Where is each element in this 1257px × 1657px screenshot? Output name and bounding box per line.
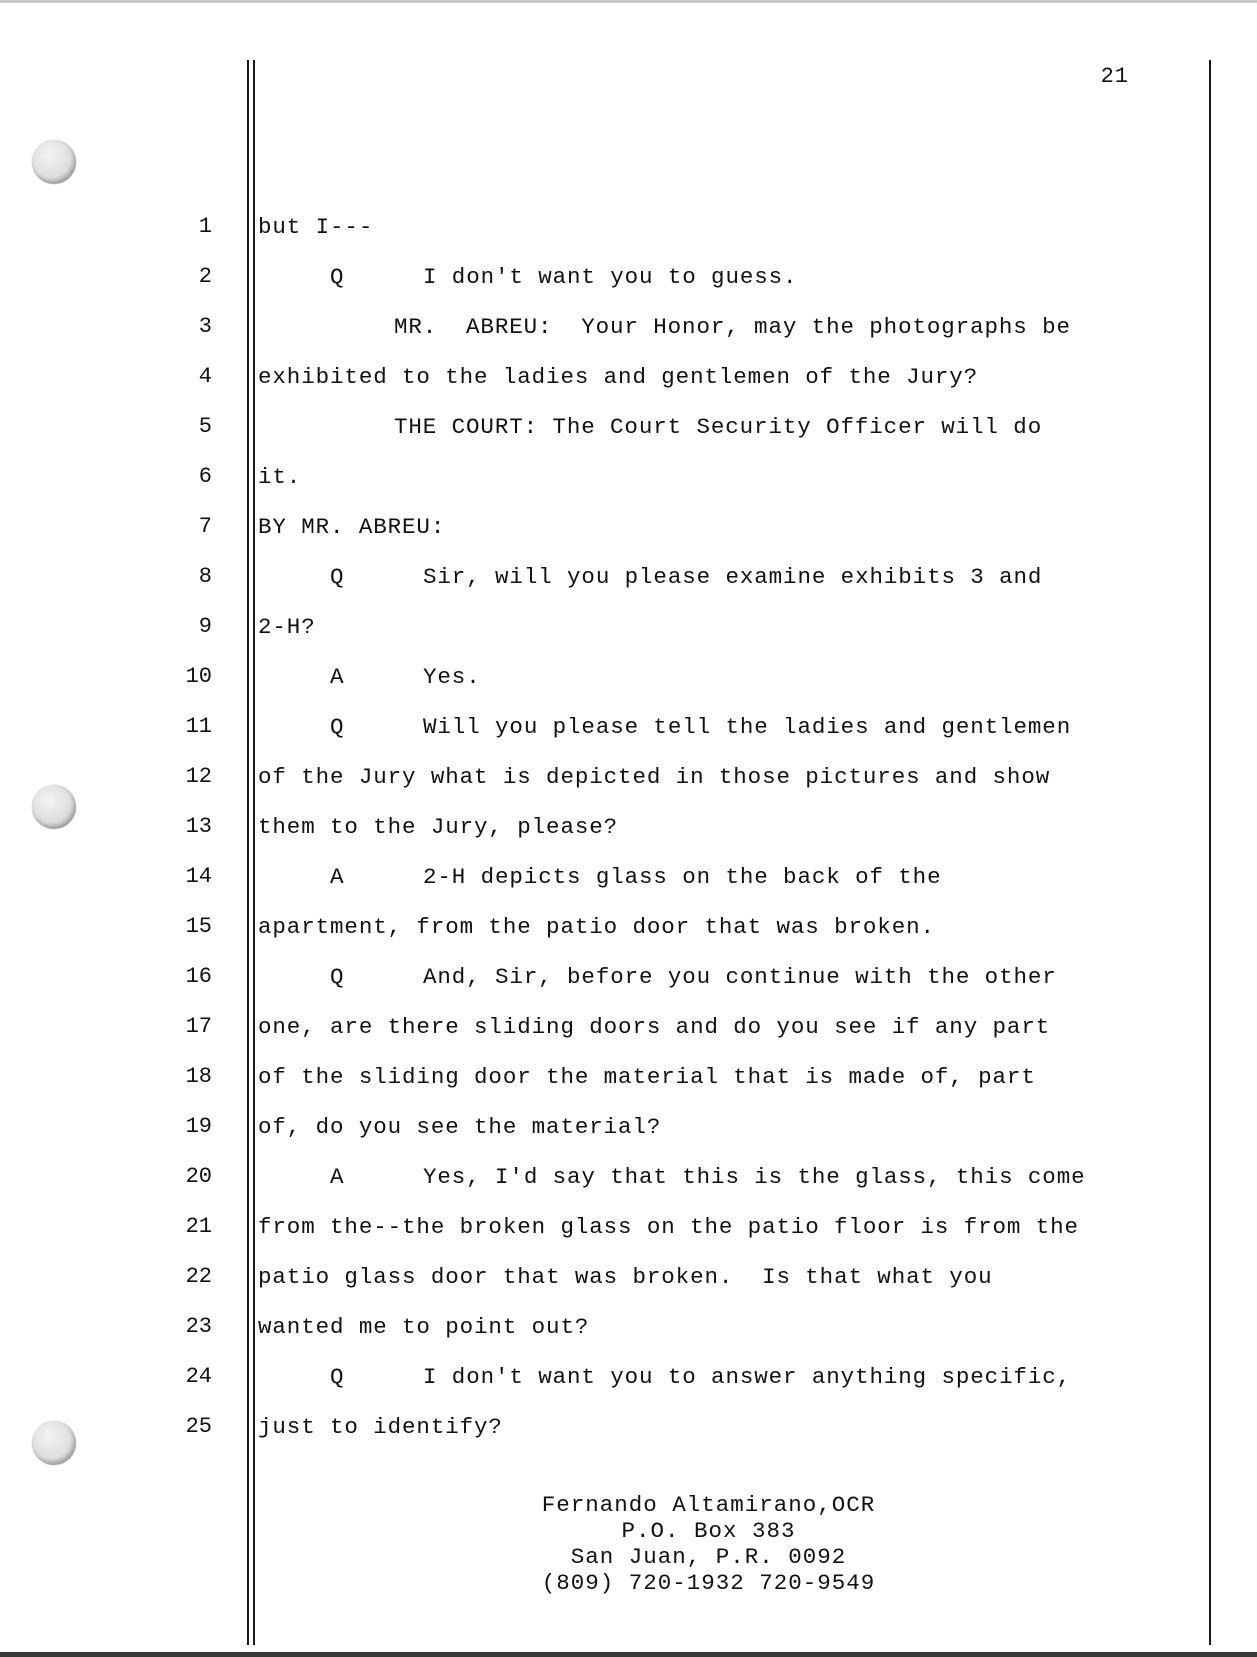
- transcript-line-text: MR. ABREU: Your Honor, may the photographs be: [394, 314, 1071, 340]
- transcript-line-text: 2-H depicts glass on the back of the: [423, 864, 942, 890]
- transcript-line-text: it.: [258, 464, 302, 490]
- line-number: 23: [185, 1314, 212, 1339]
- line-number: 4: [198, 364, 212, 389]
- footer-reporter-name: Fernando Altamirano,OCR: [541, 1492, 876, 1518]
- transcript-line-text: patio glass door that was broken. Is that what you: [258, 1264, 993, 1290]
- transcript-line-text: I don't want you to answer anything specific,: [423, 1364, 1072, 1390]
- line-number: 21: [185, 1214, 212, 1239]
- line-number: 7: [198, 514, 212, 539]
- punch-hole-top: [32, 140, 76, 184]
- transcript-line-text: of, do you see the material?: [258, 1114, 662, 1140]
- page-number: 21: [1100, 64, 1129, 89]
- line-number: 17: [185, 1014, 212, 1039]
- line-number: 25: [185, 1414, 212, 1439]
- transcript-line-text: from the--the broken glass on the patio floor is from the: [258, 1214, 1079, 1240]
- left-margin-rule-outer: [247, 60, 249, 1645]
- line-number: 24: [185, 1364, 212, 1389]
- line-number: 11: [185, 714, 212, 739]
- line-number: 22: [185, 1264, 212, 1289]
- answer-marker: A: [330, 1164, 344, 1190]
- transcript-line-text: Sir, will you please examine exhibits 3 and: [423, 564, 1043, 590]
- line-number: 6: [198, 464, 212, 489]
- transcript-line-text: of the sliding door the material that is made of, part: [258, 1064, 1036, 1090]
- transcript-line-text: just to identify?: [258, 1414, 503, 1440]
- transcript-line-text: And, Sir, before you continue with the other: [423, 964, 1057, 990]
- question-marker: Q: [330, 564, 344, 590]
- question-marker: Q: [330, 714, 344, 740]
- question-marker: Q: [330, 1364, 344, 1390]
- transcript-line-text: I don't want you to guess.: [423, 264, 798, 290]
- transcript-line-text: Yes.: [423, 664, 481, 690]
- line-number: 12: [185, 764, 212, 789]
- page-top-edge: [0, 0, 1257, 3]
- transcript-line-text: apartment, from the patio door that was broken.: [258, 914, 935, 940]
- right-margin-rule: [1209, 60, 1211, 1645]
- question-marker: Q: [330, 264, 344, 290]
- transcript-line-text: 2-H?: [258, 614, 316, 640]
- transcript-line-text: THE COURT: The Court Security Officer will do: [394, 414, 1043, 440]
- page-bottom-edge: [0, 1652, 1257, 1657]
- footer-city: San Juan, P.R. 0092: [570, 1544, 847, 1570]
- footer-phone: (809) 720-1932 720-9549: [541, 1570, 876, 1596]
- line-number: 1: [198, 214, 212, 239]
- transcript-line-text: of the Jury what is depicted in those pictures and show: [258, 764, 1051, 790]
- line-number: 8: [198, 564, 212, 589]
- transcript-line-text: but I---: [258, 214, 374, 240]
- punch-hole-middle: [32, 785, 76, 829]
- transcript-line-text: them to the Jury, please?: [258, 814, 619, 840]
- answer-marker: A: [330, 664, 344, 690]
- punch-hole-bottom: [32, 1421, 76, 1465]
- line-number: 2: [198, 264, 212, 289]
- transcript-line-text: BY MR. ABREU:: [258, 514, 446, 540]
- line-number: 3: [198, 314, 212, 339]
- line-number: 10: [185, 664, 212, 689]
- line-number: 20: [185, 1164, 212, 1189]
- transcript-line-text: Will you please tell the ladies and gentlemen: [423, 714, 1072, 740]
- question-marker: Q: [330, 964, 344, 990]
- line-number: 19: [185, 1114, 212, 1139]
- line-number: 5: [198, 414, 212, 439]
- transcript-line-text: one, are there sliding doors and do you see if any part: [258, 1014, 1051, 1040]
- transcript-line-text: Yes, I'd say that this is the glass, this come: [423, 1164, 1086, 1190]
- footer-po-box: P.O. Box 383: [621, 1518, 796, 1544]
- line-number: 18: [185, 1064, 212, 1089]
- left-margin-rule-inner: [253, 60, 255, 1645]
- line-number: 15: [185, 914, 212, 939]
- transcript-line-text: exhibited to the ladies and gentlemen of the Jury?: [258, 364, 979, 390]
- line-number: 13: [185, 814, 212, 839]
- line-number: 9: [198, 614, 212, 639]
- answer-marker: A: [330, 864, 344, 890]
- line-number: 14: [185, 864, 212, 889]
- transcript-line-text: wanted me to point out?: [258, 1314, 590, 1340]
- line-number: 16: [185, 964, 212, 989]
